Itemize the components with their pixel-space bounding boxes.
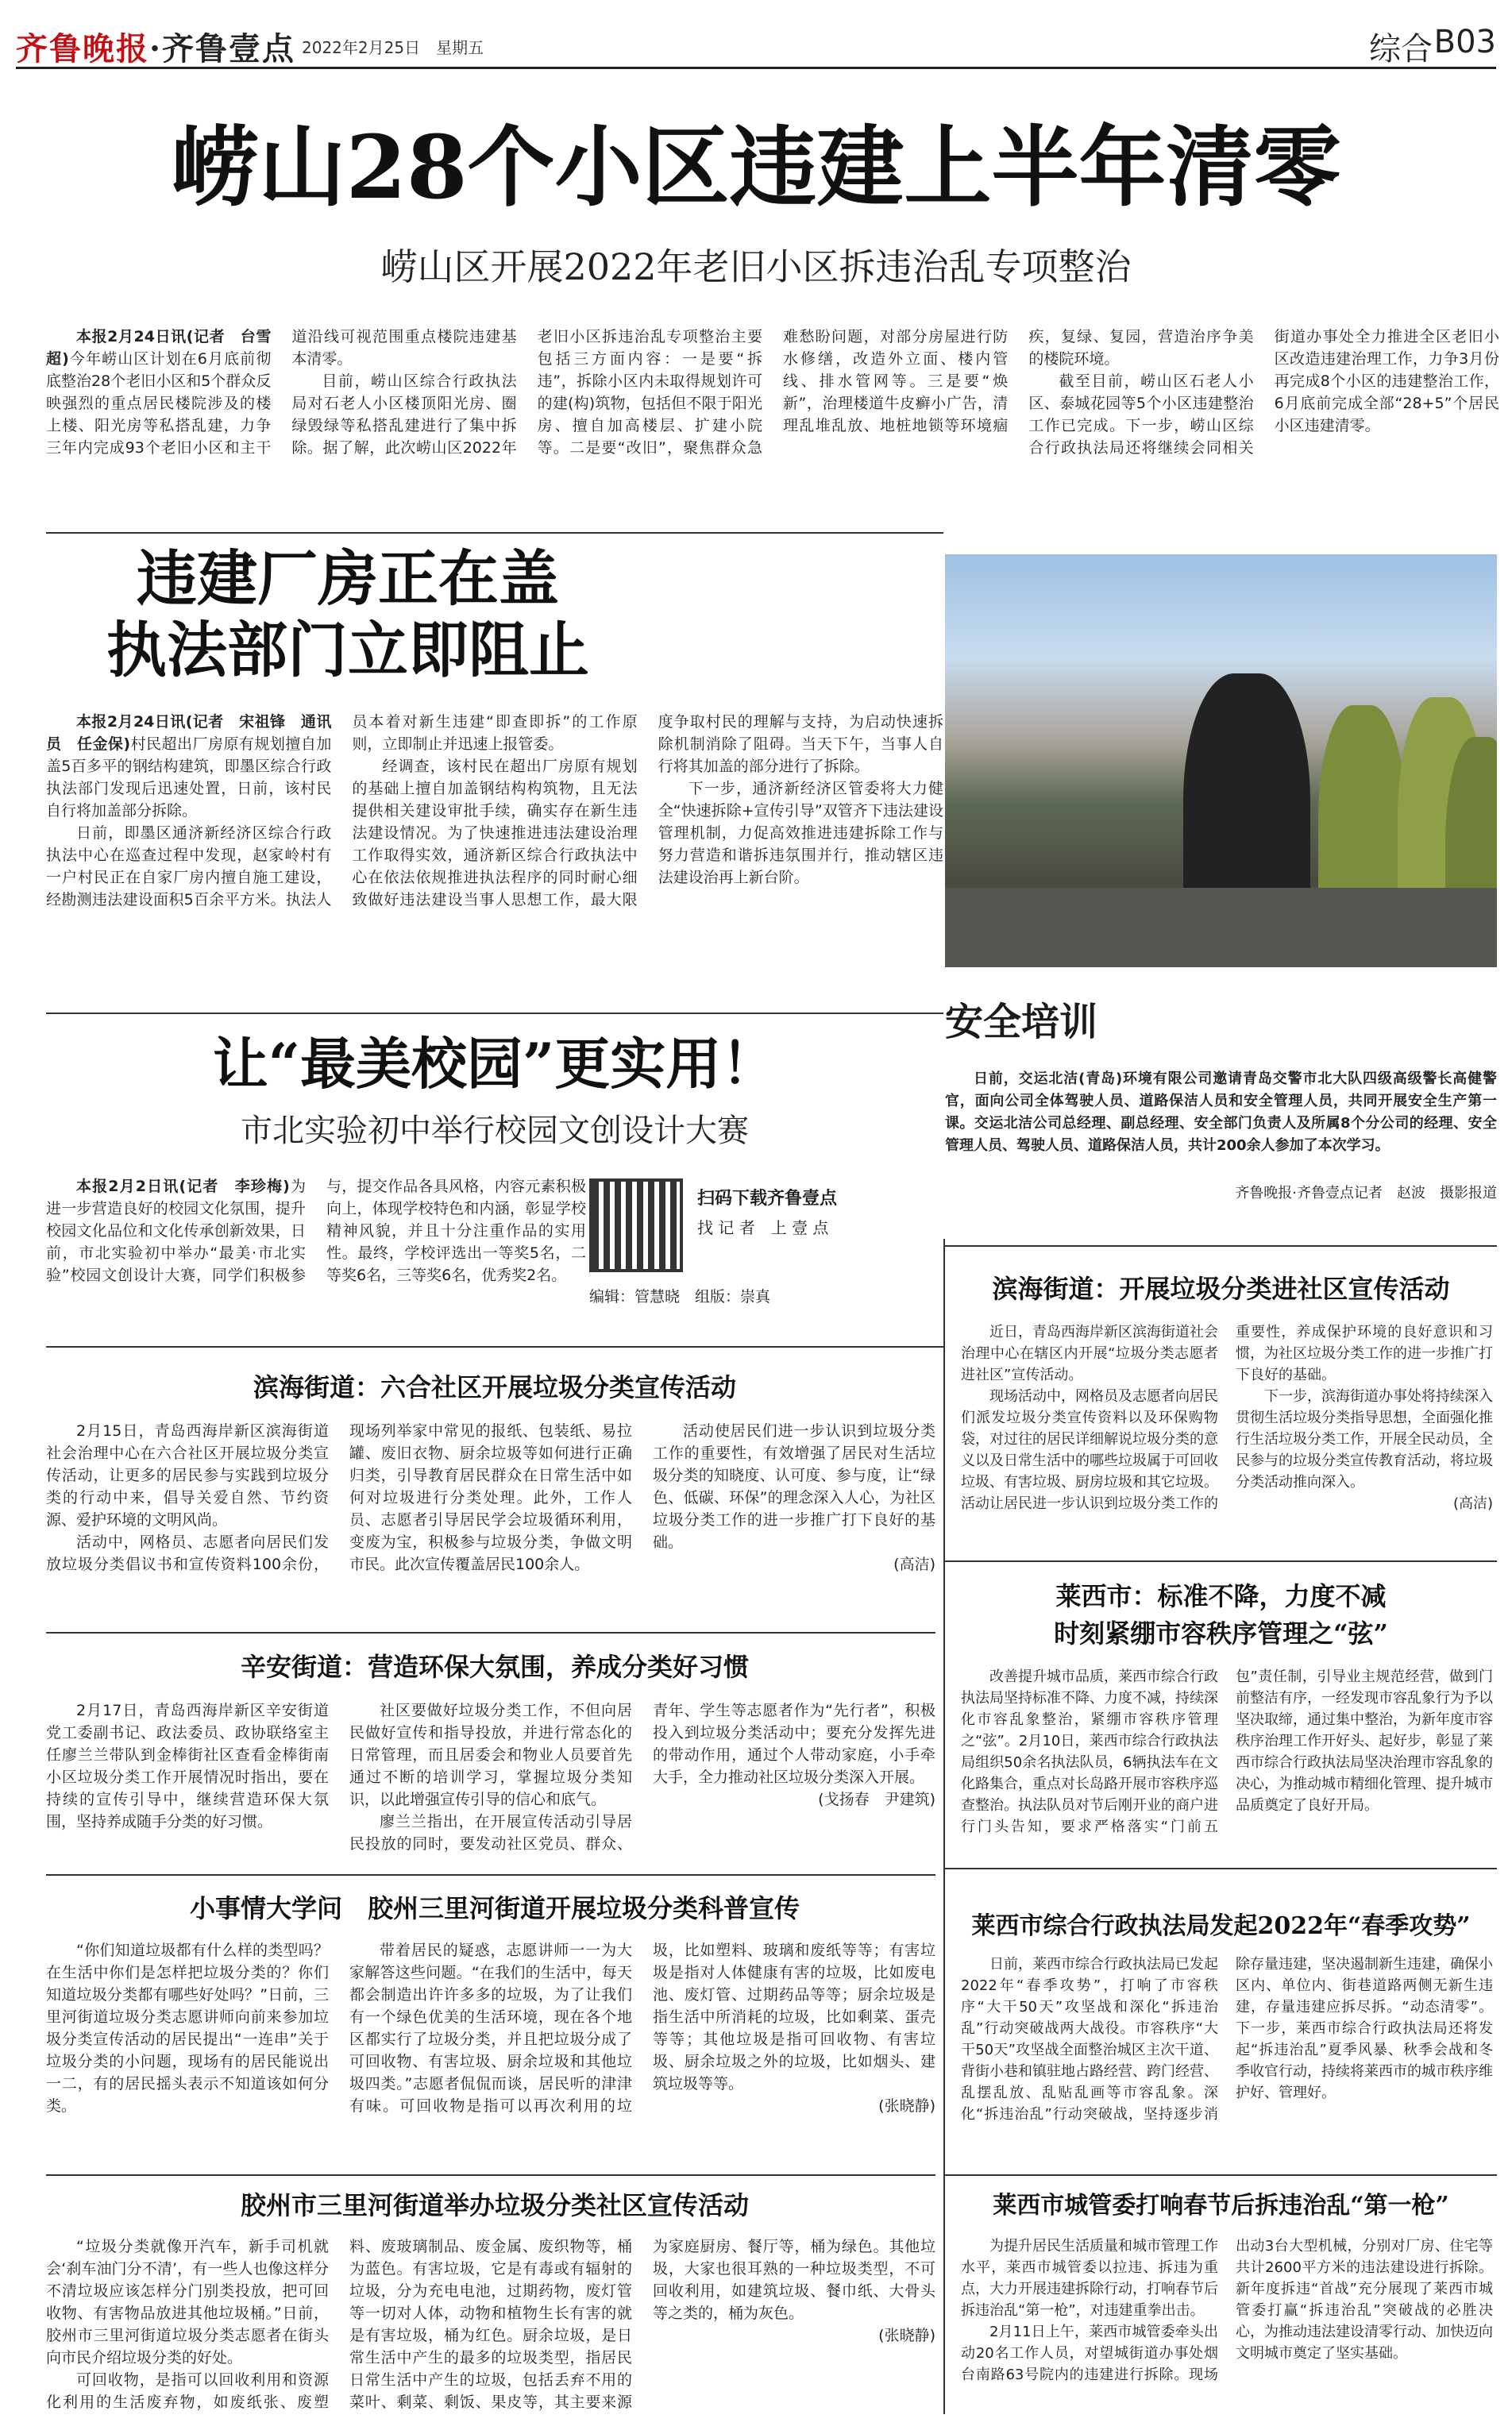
article-binhai-community-body: 近日，青岛西海岸新区滨海街道社会治理中心在辖区内开展“垃圾分类志愿者进社区”宣传活动。 现场活动中，网格员及志愿者向居民们派发垃圾分类宣传资料以及环保购物袋，对过往的居民详细解说垃圾分类的意义以及日常生活中的哪些垃圾属于可回收垃圾、有害垃圾、厨房垃圾和其它垃圾。活动让居民进一步认识到垃圾分类工作的重要性，养成保护环境的良好意识和习惯，为社区垃圾分类工作的进一步推广打下良好的基础。 下一步，滨海街道办事处将持续深入贯彻生活垃圾分类指导思想，全面强化推行生活垃圾分类工作，开展全民动员，全民参与的垃圾分类宣传教育活动，将垃圾分类活动推向深入。 (高洁) (961, 1324, 1493, 1512)
qr-subtitle: 找 记 者 上 壹 点 (697, 1218, 829, 1237)
page-number: B03 (1433, 24, 1496, 60)
section-name: 综合 (1369, 31, 1433, 68)
headline-sanlihe-community: 胶州市三里河街道举办垃圾分类社区宣传活动 (240, 2190, 749, 2220)
photo-caption: 日前，交运北洁(青岛)环境有限公司邀请青岛交警市北大队四级高级警长高健警官，面向公司全体驾驶人员、道路保洁人员和安全管理人员，共同开展安全生产第一课。交运北洁公司总经理、副总经理、安全部门负责人及所属8个分公司的经理、安全管理人员、驾驶人员、道路保洁人员，共计200余人参加了本次学习。 (945, 1070, 1497, 1154)
editor-credit: 编辑：管慧晓 组版：崇真 (589, 1288, 771, 1306)
qr-title: 扫码下载齐鲁壹点 (697, 1189, 838, 1209)
photo-title: 安全培训 (945, 1000, 1098, 1044)
headline-sanlihe-science: 小事情大学问 胶州三里河街道开展垃圾分类科普宣传 (189, 1893, 800, 1923)
headline-jimo-1: 违建厂房正在盖 (137, 543, 559, 614)
divider (46, 1874, 935, 1876)
headline-laixi-2: 时刻紧绷市容秩序管理之“弦” (1054, 1618, 1388, 1649)
safety-training-photo (945, 554, 1497, 967)
headline-jimo-2: 执法部门立即阻止 (106, 615, 589, 685)
newspaper-logo: 齐鲁晚报·齐鲁壹点 (16, 30, 295, 68)
headline-school: 让“最美校园”更实用！ (212, 1031, 777, 1097)
qr-code[interactable] (589, 1178, 683, 1272)
article-school-body: 本报2月2日讯(记者 李珍梅)为进一步营造良好的校园文化氛围，提升校园文化品位和文化传承创新效果，日前，市北实验初中举办“最美·市北实验”校园文创设计大赛，同学们积极参与，提交作品各具风格，内容元素积极向上，体现学校特色和内涵，彰显学校精神风貌，并且十分注重作品的实用性。最终，学校评选出一等奖5名，二等奖6名，三等奖6名，优秀奖2名。 (46, 1178, 586, 1284)
article-laixi-body: 改善提升城市品质，莱西市综合行政执法局坚持标准不降、力度不减，持续深化市容乱象整治，紧绷市容秩序管理之“弦”。2月10日，莱西市综合行政执法局组织50余名执法队员，6辆执法车在文化路集合，重点对长岛路开展市容秩序巡查整治。执法队员对节后刚开业的商户进行门头告知，要求严格落实“门前五包”责任制，引导业主规范经营，做到门前整洁有序，一经发现市容乱象行为予以坚决取缔，通过集中整治，为新年度市容秩序治理工作开好头、起好步，彰显了莱西市综合行政执法局坚决治理市容乱象的决心，为推动城市精细化管理、提升城市品质奠定了良好开局。 (961, 1668, 1493, 1835)
headline-liuhe: 滨海街道：六合社区开展垃圾分类宣传活动 (253, 1372, 736, 1402)
issue-date: 2022年2月25日 星期五 (302, 38, 484, 57)
photo-credit: 齐鲁晚报·齐鲁壹点记者 赵波 摄影报道 (1235, 1185, 1497, 1202)
divider (46, 1013, 943, 1014)
article-sanlihe-science-body: “你们知道垃圾都有什么样的类型吗？在生活中你们是怎样把垃圾分类的？你们知道垃圾分类都有哪些好处吗？”日前，三里河街道垃圾分类志愿讲师向前来参加垃圾分类宣传活动的居民提出“一连串”关于垃圾分类的小问题，现场有的居民能说出一二，有的居民摇头表示不知道该如何分类。 带着居民的疑惑，志愿讲师一一为大家解答这些问题。“在我们的生活中，每天都会制造出许许多多的垃圾，为了让我们有一个绿色优美的生活环境，现在各个地区都实行了垃圾分类，并且把垃圾分成了可回收物、有害垃圾、厨余垃圾和其他垃圾四类。”志愿者侃侃而谈，居民听的津津有味。可回收物是指可以再次利用的垃圾，比如塑料、玻璃和废纸等等；有害垃圾是指对人体健康有害的垃圾，比如废电池、废灯管、过期药品等等；厨余垃圾是指生活中所消耗的垃圾，比如剩菜、蛋壳等等；其他垃圾是指可回收物、有害垃圾、厨余垃圾之外的垃圾，比如烟头、建筑垃圾等等。 (张晓静) (46, 1942, 935, 2115)
article-liuhe-body: 2月15日，青岛西海岸新区滨海街道社会治理中心在六合社区开展垃圾分类宣传活动，让更多的居民参与实践到垃圾分类的行动中来，倡导关爱自然、节约资源、爱护环境的文明风尚。 活动中，网格员、志愿者向居民们发放垃圾分类倡议书和宣传资料100余份，现场列举家中常见的报纸、包装纸、易拉罐、废旧衣物、厨余垃圾等如何进行正确归类，引导教育居民群众在日常生活中如何对垃圾进行分类处理。此外，工作人员、志愿者引导居民学会垃圾循环利用，变废为宝，积极参与垃圾分类，争做文明市民。此次宣传覆盖居民100余人。 活动使居民们进一步认识到垃圾分类工作的重要性，有效增强了居民对生活垃圾分类的知晓度、认可度、参与度，让“绿色、低碳、环保”的理念深入人心，为社区垃圾分类工作的进一步推广打下良好的基础。 (高洁) (46, 1422, 935, 1573)
divider (945, 1245, 1497, 1247)
headline-binhai-community: 滨海街道：开展垃圾分类进社区宣传活动 (992, 1274, 1450, 1304)
divider (46, 532, 943, 534)
divider (46, 1346, 943, 1348)
article-laixi-spring-body: 日前，莱西市综合行政执法局已发起2022年“春季攻势”，打响了市容秩序“大干50天”攻坚战和深化“拆违治乱”行动突破战两大战役。市容秩序“大干50天”攻坚战全面整治城区主次干道、背街小巷和镇驻地占路经营、跨门经营、乱摆乱放、乱贴乱画等市容乱象。深化“拆违治乱”行动突破战，坚持逐步消除存量违建，坚决遏制新生违建，确保小区内、单位内、街巷道路两侧无新生违建，存量违建应拆尽拆。“动态清零”。下一步，莱西市综合行政执法局还将发起“拆违治乱”夏季风暴、秋季会战和冬季收官行动，持续将莱西市的城市秩序维护好、管理好。 (961, 1956, 1493, 2123)
article-xinan-body: 2月17日，青岛西海岸新区辛安街道党工委副书记、政法委员、政协联络室主任廖兰兰带队到金棒街社区查看金棒街南小区垃圾分类工作开展情况时指出，要在持续的宣传引导中，继续营造环保大氛围，坚持养成随手分类的好习惯。 社区要做好垃圾分类工作，不但向居民做好宣传和指导投放，并进行常态化的日常管理，而且居委会和物业人员要首先通过不断的培训学习，掌握垃圾分类知识，以此增强宣传引导的信心和底气。 廖兰兰指出，在开展宣传活动引导居民投放的同时，要发动社区党员、群众、青年、学生等志愿者作为“先行者”，积极投入到垃圾分类活动中；要充分发挥先进的带动作用，通过个人带动家庭，小手牵大手，全力推动社区垃圾分类深入开展。 (戈扬春 尹建筑) (46, 1702, 935, 1853)
headline-laixi-1: 莱西市：标准不降，力度不减 (1055, 1581, 1387, 1611)
subheadline-school: 市北实验初中举行校园文创设计大赛 (241, 1113, 749, 1149)
masthead (16, 24, 1496, 69)
divider (945, 1868, 1497, 1869)
divider (46, 2174, 935, 2176)
subheadline-laoshan: 崂山区开展2022年老旧小区拆违治乱专项整治 (380, 245, 1132, 288)
headline-xinan: 辛安街道：营造环保大氛围，养成分类好习惯 (240, 1652, 749, 1682)
divider (945, 2174, 1497, 2176)
article-sanlihe-community-body: “垃圾分类就像开汽车，新手司机就会‘刹车油门分不清’，有一些人也像这样分不清垃圾应该怎样分门别类投放，把可回收物、有害物品放进其他垃圾桶。”日前，胶州市三里河街道垃圾分类志愿者在街头向市民介绍垃圾分类的好处。 可回收物，是指可以回收利用和资源化利用的生活废弃物，如废纸张、废塑料、废玻璃制品、废金属、废织物等，桶为蓝色。有害垃圾，它是有毒或有辐射的垃圾，分为充电电池，过期药物，废灯管等一切对人体，动物和植物生长有害的就是有害垃圾，桶为红色。厨余垃圾，是日常生活中产生的最多的垃圾类型，指居民日常生活中产生的垃圾，包括丢弃不用的菜叶、剩菜、剩饭、果皮等，其主要来源为家庭厨房、餐厅等，桶为绿色。其他垃圾，大家也很耳熟的一种垃圾类型，不可回收利用，如建筑垃圾、餐巾纸、大骨头等之类的，桶为灰色。 (张晓静) (46, 2238, 935, 2411)
column-divider (943, 1239, 945, 2414)
article-laoshan-body: 本报2月24日讯(记者 台雪超)今年崂山区计划在6月底前彻底整治28个老旧小区和5个群众反映强烈的重点居民楼院涉及的楼上楼、阳光房等私搭乱建，力争三年内完成93个老旧小区和主干道沿线可视范围重点楼院违建基本清零。 目前，崂山区综合行政执法局对石老人小区楼顶阳光房、圈绿毁绿等私搭乱建进行了集中拆除。据了解，此次崂山区2022年老旧小区拆违治乱专项整治主要包括三方面内容：一是要“拆违”，拆除小区内未取得规划许可的建(构)筑物，包括但不限于阳光房、擅自加高楼层、扩建小院等。二是要“改旧”，聚焦群众急难愁盼问题，对部分房屋进行防水修缮，改造外立面、楼内管线、排水管网等。三是要“焕新”，治理楼道牛皮癣小广告，清理乱堆乱放、地桩地锁等环境痼疾，复绿、复园，营造治序争美的楼院环境。 截至目前，崂山区石老人小区、泰城花园等5个小区违建整治工作已完成。下一步，崂山区综合行政执法局还将继续会同相关街道办事处全力推进全区老旧小区改造违建治理工作，力争3月份再完成8个小区的违建整治工作，6月底前完成全部“28+5”个居民小区违建清零。 (46, 328, 1499, 457)
divider (46, 1632, 935, 1634)
article-laixi-chengguan-body: 为提升居民生活质量和城市管理工作水平，莱西市城管委以拉违、拆违为重点，大力开展违建拆除行动，打响春节后拆违治乱“第一枪”，对违建重拳出击。 2月11日上午，莱西市城管委牵头出动20名工作人员，对望城街道办事处烟台南路63号院内的违建进行拆除。现场出动3台大型机械，分别对厂房、住宅等共计2600平方米的违法建设进行拆除。新年度拆违“首战”充分展现了莱西市城管委打赢“拆违治乱”突破战的必胜决心，为推动违法建设清零行动、加快迈向文明城市奠定了坚实基础。 (961, 2238, 1493, 2383)
divider (945, 1560, 1497, 1562)
headline-laoshan: 崂山28个小区违建上半年清零 (171, 116, 1341, 218)
headline-laixi-spring: 莱西市综合行政执法局发起2022年“春季攻势” (971, 1912, 1471, 1940)
article-jimo-body: 本报2月24日讯(记者 宋祖锋 通讯员 任金保)村民超出厂房原有规划擅自加盖5百多平的钢结构建筑，即墨区综合行政执法部门发现后迅速处置，日前，该村民自行将加盖部分拆除。 日前，即墨区通济新经济区综合行政执法中心在巡查过程中发现，赵家岭村有一户村民正在自家厂房内擅自施工建设，经勘测违法建设面积5百余平方米。执法人员本着对新生违建“即查即拆”的工作原则，立即制止并迅速上报管委。 经调查，该村民在超出厂房原有规划的基础上擅自加盖钢结构构筑物，且无法提供相关建设审批手续，确实存在新生违法建设情况。为了快速推进违法建设治理工作取得实效，通济新区综合行政执法中心在依法依规推进执法程序的同时耐心细致做好违法建设当事人思想工作，最大限度争取村民的理解与支持，为启动快速拆除机制消除了阻碍。当天下午，当事人自行将其加盖的部分进行了拆除。 下一步，通济新经济区管委将大力健全“快速拆除+宣传引导”双管齐下违法建设管理机制，力促高效推进违建拆除工作与努力营造和谐拆违氛围并行，推动辖区违法建设治再上新台阶。 (46, 713, 943, 908)
headline-laixi-chengguan: 莱西市城管委打响春节后拆违治乱“第一枪” (993, 2192, 1449, 2220)
byline: 本报2月24日讯(记者 台雪超) (46, 328, 272, 368)
